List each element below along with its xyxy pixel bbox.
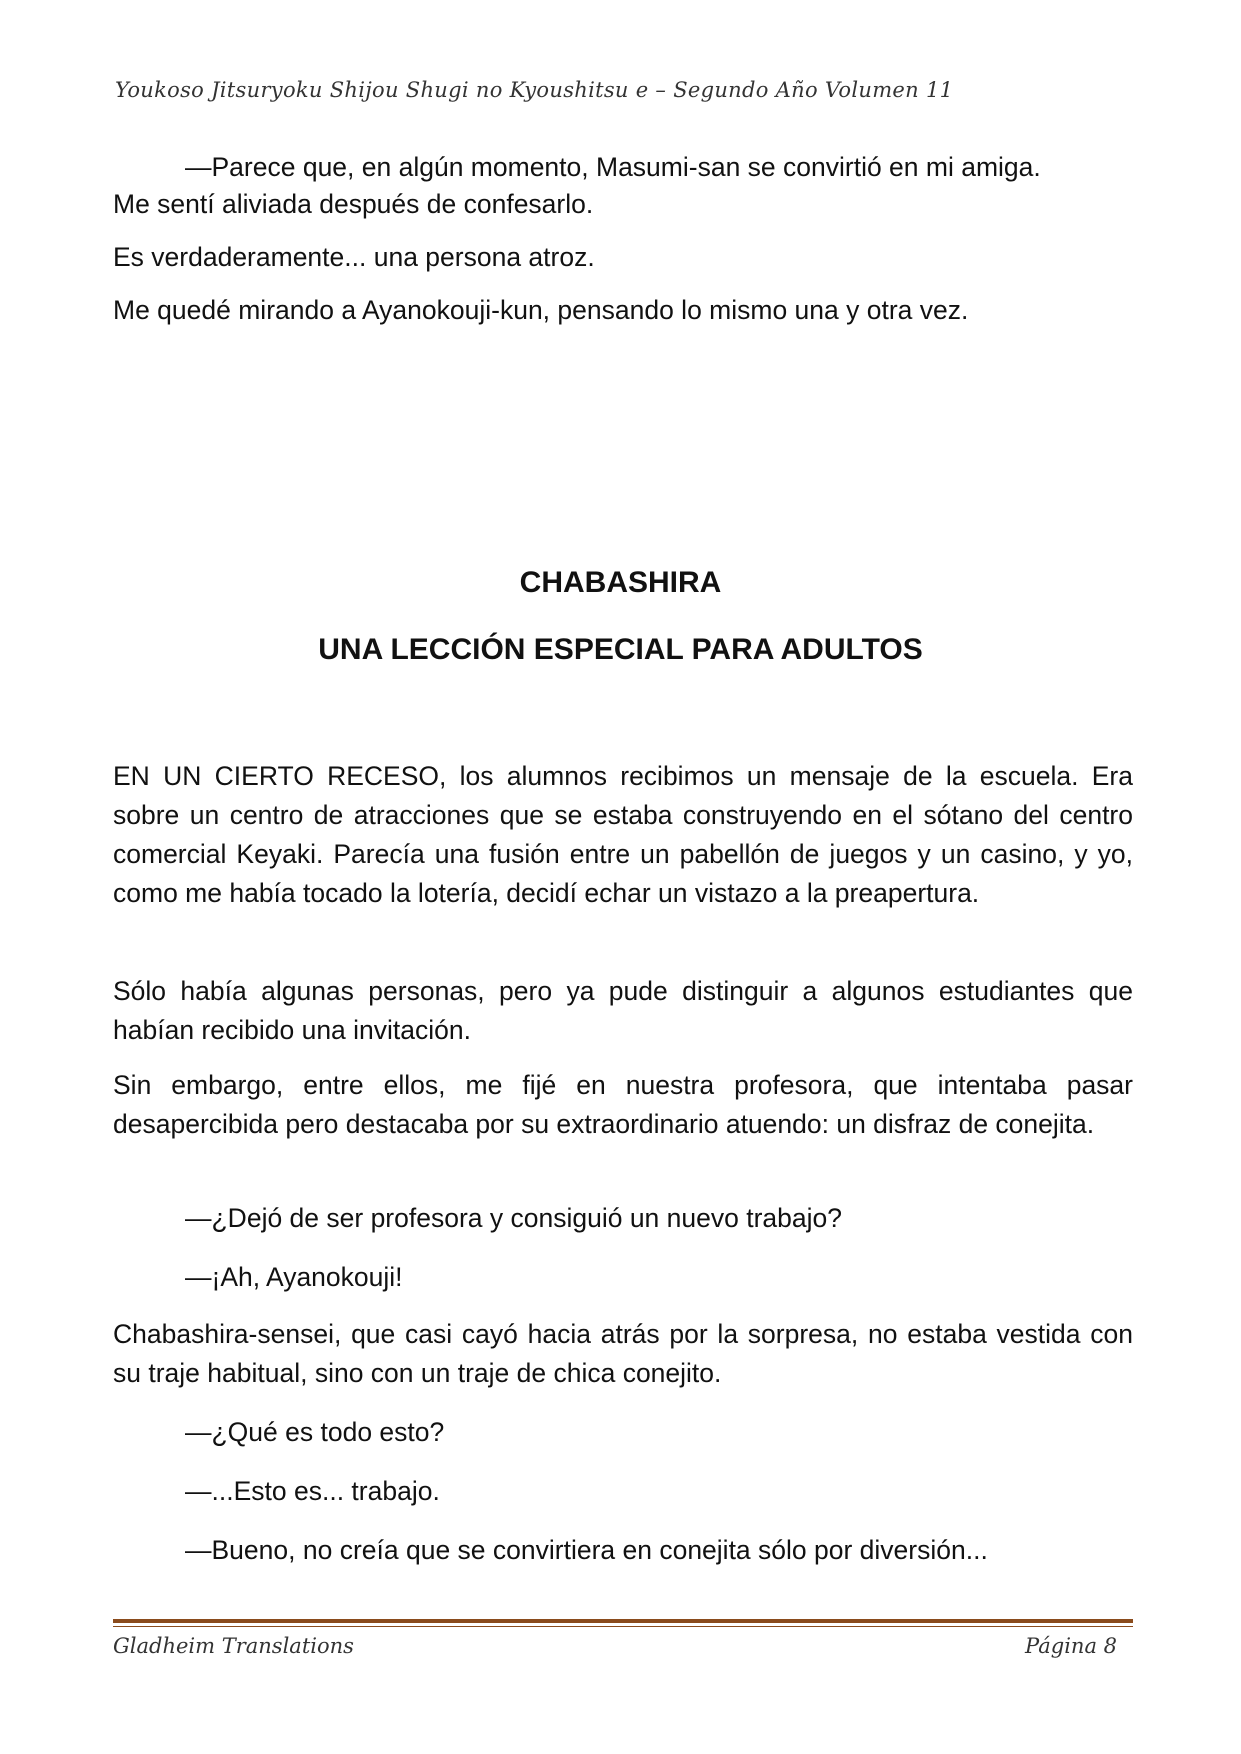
footer-rule-thin [113,1626,1133,1627]
paragraph-dialogue-que: —¿Qué es todo esto? [185,1417,445,1447]
footer-rule-thick [113,1619,1133,1623]
footer-translator: Gladheim Translations [113,1634,354,1658]
paragraph-personas: Sólo había algunas personas, pero ya pude distinguir a algunos estudiantes que habían recibido una invitación. [113,976,1133,1045]
paragraph-profesora: Sin embargo, entre ellos, me fijé en nuestra profesora, que intentaba pasar desapercibida pero destacaba por su extraordinario atuendo: un disfraz de conejita. [113,1070,1133,1139]
chapter-title: CHABASHIRA [519,566,722,599]
chapter-subtitle: UNA LECCIÓN ESPECIAL PARA ADULTOS [318,633,923,666]
footer-page-number: Página 8 [1025,1634,1117,1658]
paragraph-dialogue-trabajo: —¿Dejó de ser profesora y consiguió un nuevo trabajo? [185,1203,842,1233]
paragraph-staring: Me quedé mirando a Ayanokouji-kun, pensando lo mismo una y otra vez. [113,295,969,325]
paragraph-receso: EN UN CIERTO RECESO, los alumnos recibimos un mensaje de la escuela. Era sobre un centro de atracciones que se estaba construyendo en el sótano del centro comercial Keyaki. Parecía una fusión entre un pabellón de juegos y un casino, y yo, como me había tocado la lotería, decidí echar un vistazo a la preapertura. [113,761,1133,908]
running-header: Youkoso Jitsuryoku Shijou Shugi no Kyoushitsu e – Segundo Año Volumen 11 [115,78,954,102]
paragraph-chabashira-sensei: Chabashira-sensei, que casi cayó hacia atrás por la sorpresa, no estaba vestida con su traje habitual, sino con un traje de chica conejito. [113,1319,1133,1388]
paragraph-relieved: Me sentí aliviada después de confesarlo. [113,189,594,219]
paragraph-dialogue-masumi: —Parece que, en algún momento, Masumi-san se convirtió en mi amiga. [185,152,1041,182]
paragraph-dialogue-conejita: —Bueno, no creía que se convirtiera en conejita sólo por diversión... [185,1535,988,1565]
paragraph-atroz: Es verdaderamente... una persona atroz. [113,242,595,272]
paragraph-dialogue-ah: —¡Ah, Ayanokouji! [185,1262,403,1292]
paragraph-dialogue-esto: —...Esto es... trabajo. [185,1476,440,1506]
